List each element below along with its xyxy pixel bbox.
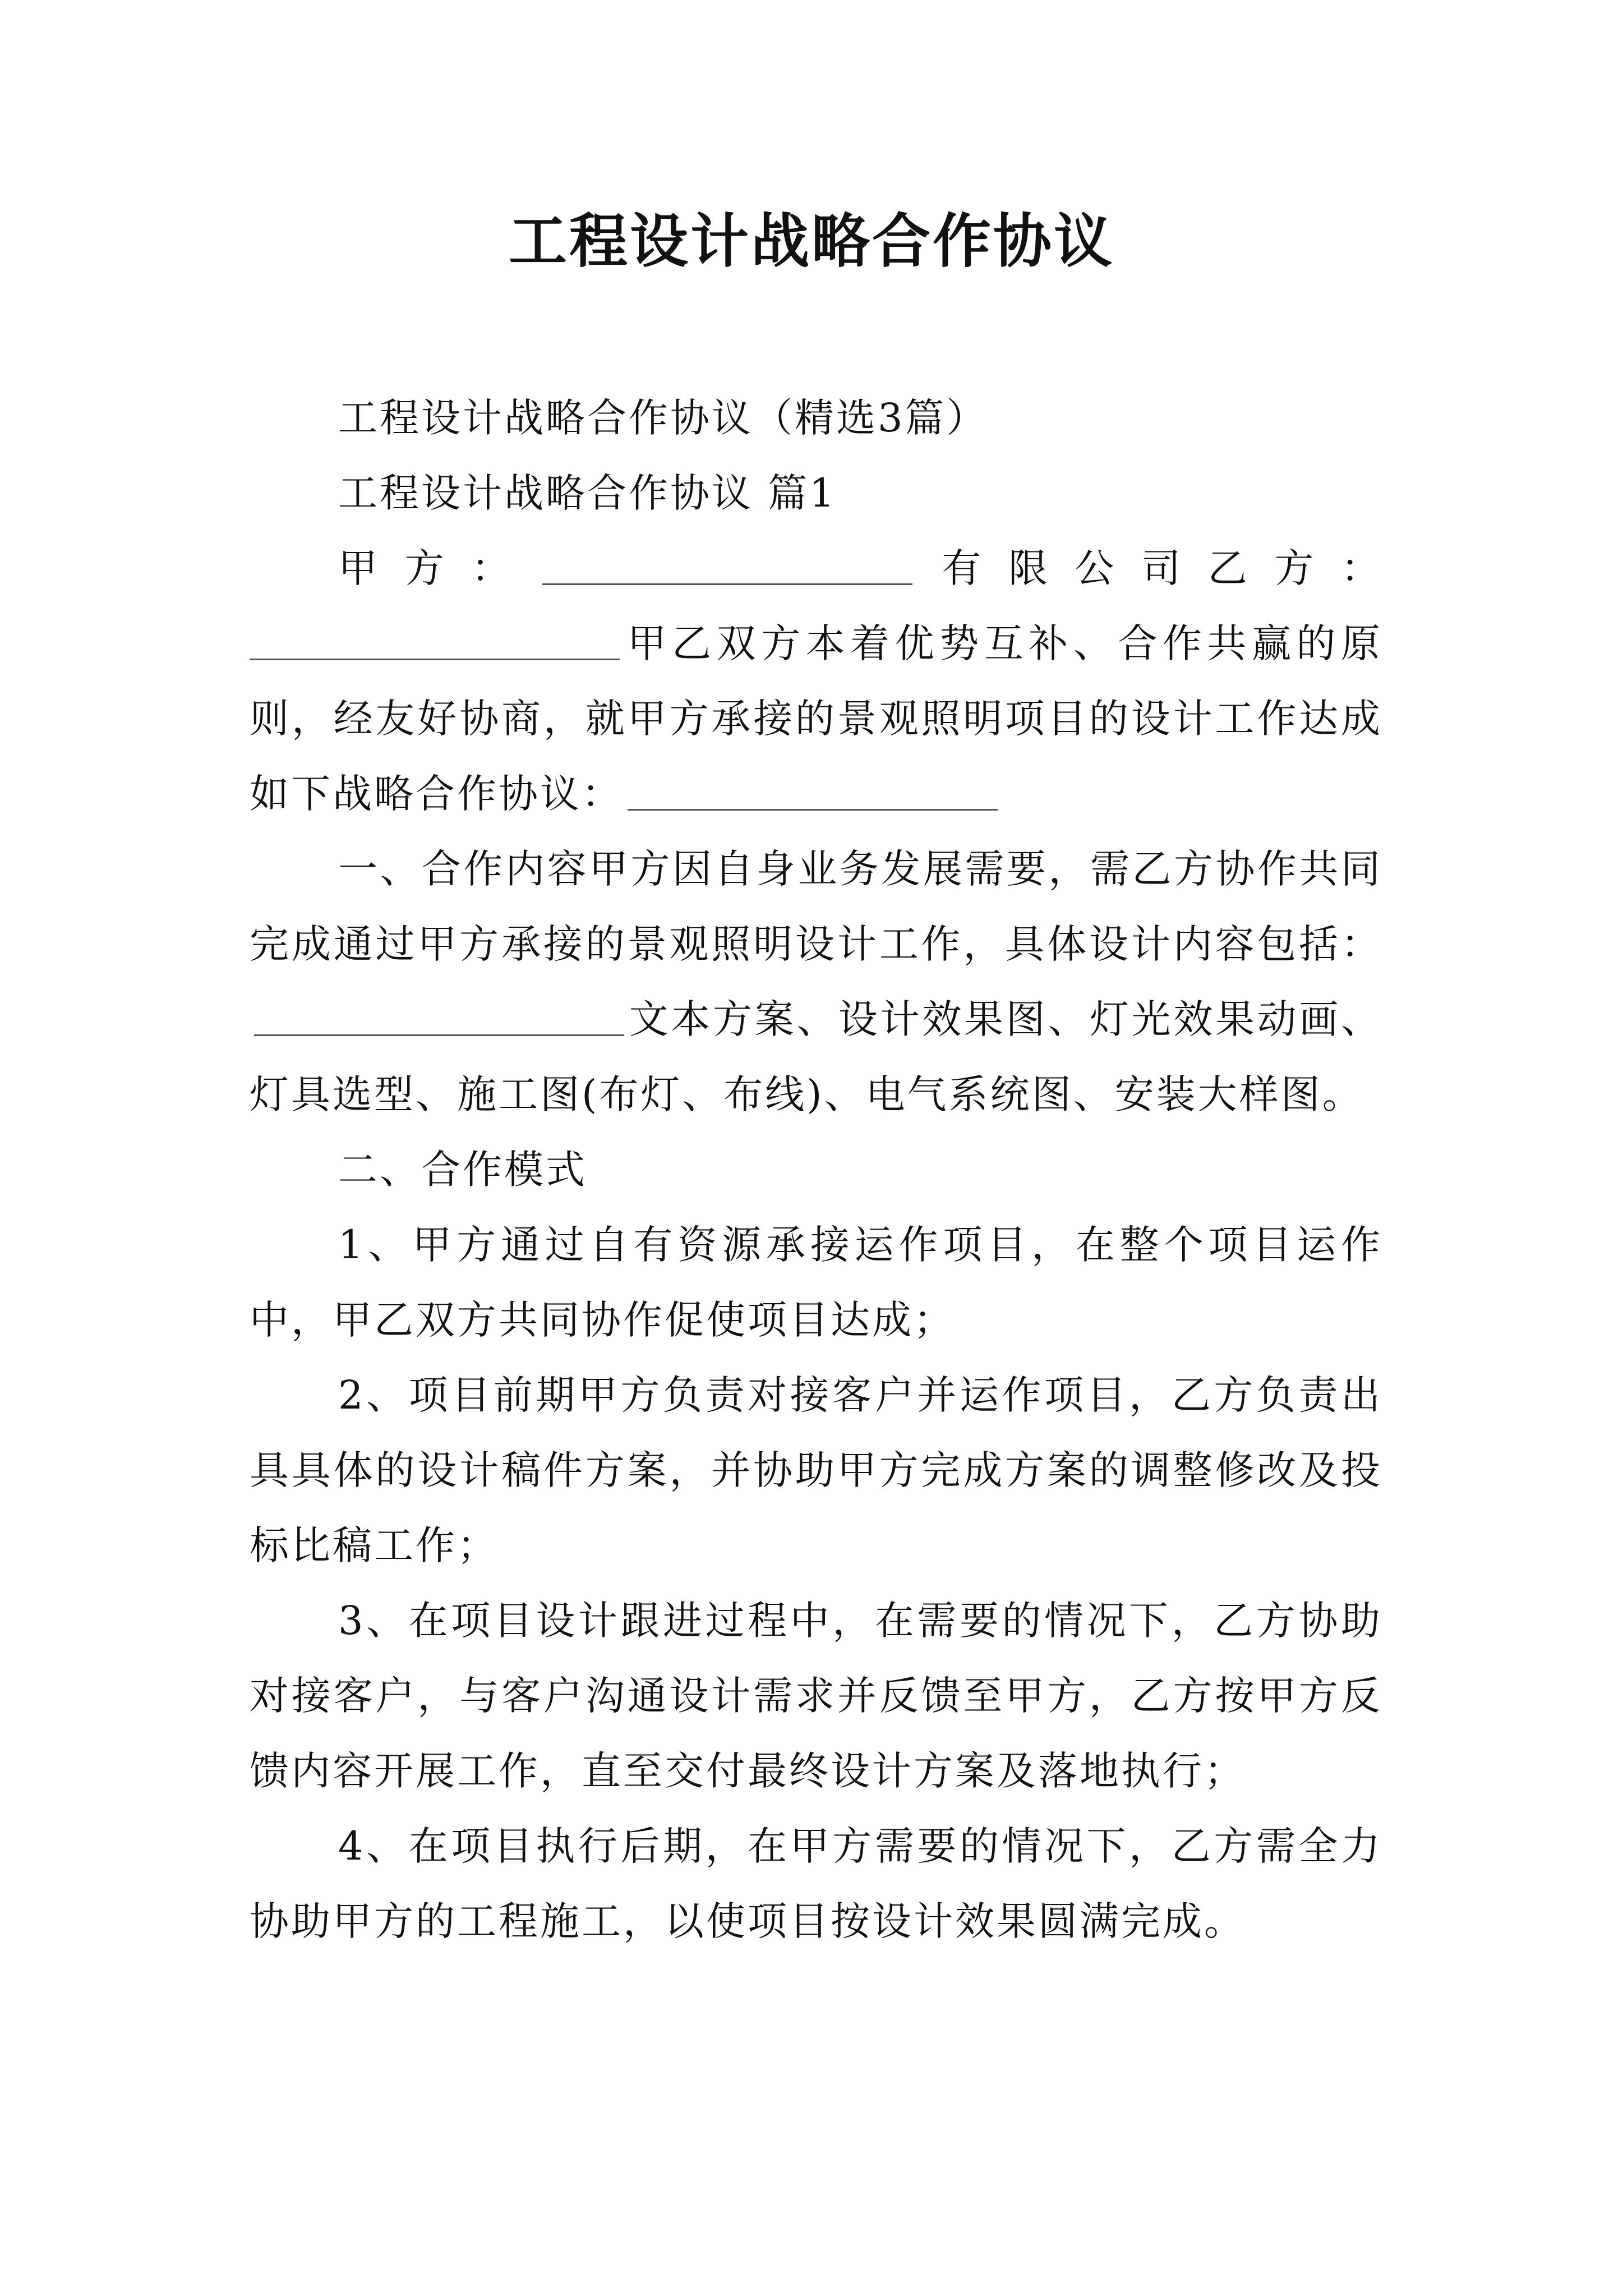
design-content-blank [254, 1001, 624, 1036]
principle-paragraph [250, 606, 1382, 831]
parties-line [250, 531, 1382, 606]
cooperation-item-1: 1、甲方通过自有资源承接运作项目，在整个项目运作中，甲乙双方共同协作促使项目达成； [250, 1222, 1382, 1343]
clause-1 [250, 831, 1382, 1132]
clause-1-items: 文本方案、设计效果图、灯光效果动画、灯具选型、施工图(布灯、布线)、电气系统图、安装大样图。 [250, 996, 1382, 1117]
party-a-blank [542, 550, 912, 585]
section-heading: 工程设计战略合作协议 篇1 [338, 470, 837, 516]
clause-2-heading: 二、合作模式 [338, 1147, 587, 1193]
cooperation-item-2: 2、项目前期甲方负责对接客户并运作项目，乙方负责出具具体的设计稿件方案，并协助甲方完成方案的调整修改及投标比稿工作； [250, 1372, 1382, 1568]
principle-text: 甲乙双方本着优势互补、合作共赢的原则，经友好协商，就甲方承接的景观照明项目的设计工作达成如下战略合作协议： [250, 620, 1382, 817]
subtitle: 工程设计战略合作协议（精选3篇） [338, 395, 988, 441]
party-a-label: 甲方： [338, 545, 538, 591]
party-b-blank [250, 625, 620, 660]
document-title: 工程设计战略合作协议 [508, 206, 1114, 275]
cooperation-item-4: 4、在项目执行后期，在甲方需要的情况下，乙方需全力协助甲方的工程施工，以使项目按设计效果圆满完成。 [250, 1823, 1382, 1944]
clause-1-intro: 一、合作内容甲方因自身业务发展需要，需乙方协作共同完成通过甲方承接的景观照明设计工作，具体设计内容包括： [250, 846, 1382, 967]
cooperation-item-3: 3、在项目设计跟进过程中，在需要的情况下，乙方协助对接客户，与客户沟通设计需求并反馈至甲方，乙方按甲方反馈内容开展工作，直至交付最终设计方案及落地执行； [250, 1598, 1382, 1794]
party-a-suffix: 有限公司乙方： [916, 545, 1383, 591]
agreement-blank [628, 775, 998, 811]
document-body [250, 380, 1382, 1959]
